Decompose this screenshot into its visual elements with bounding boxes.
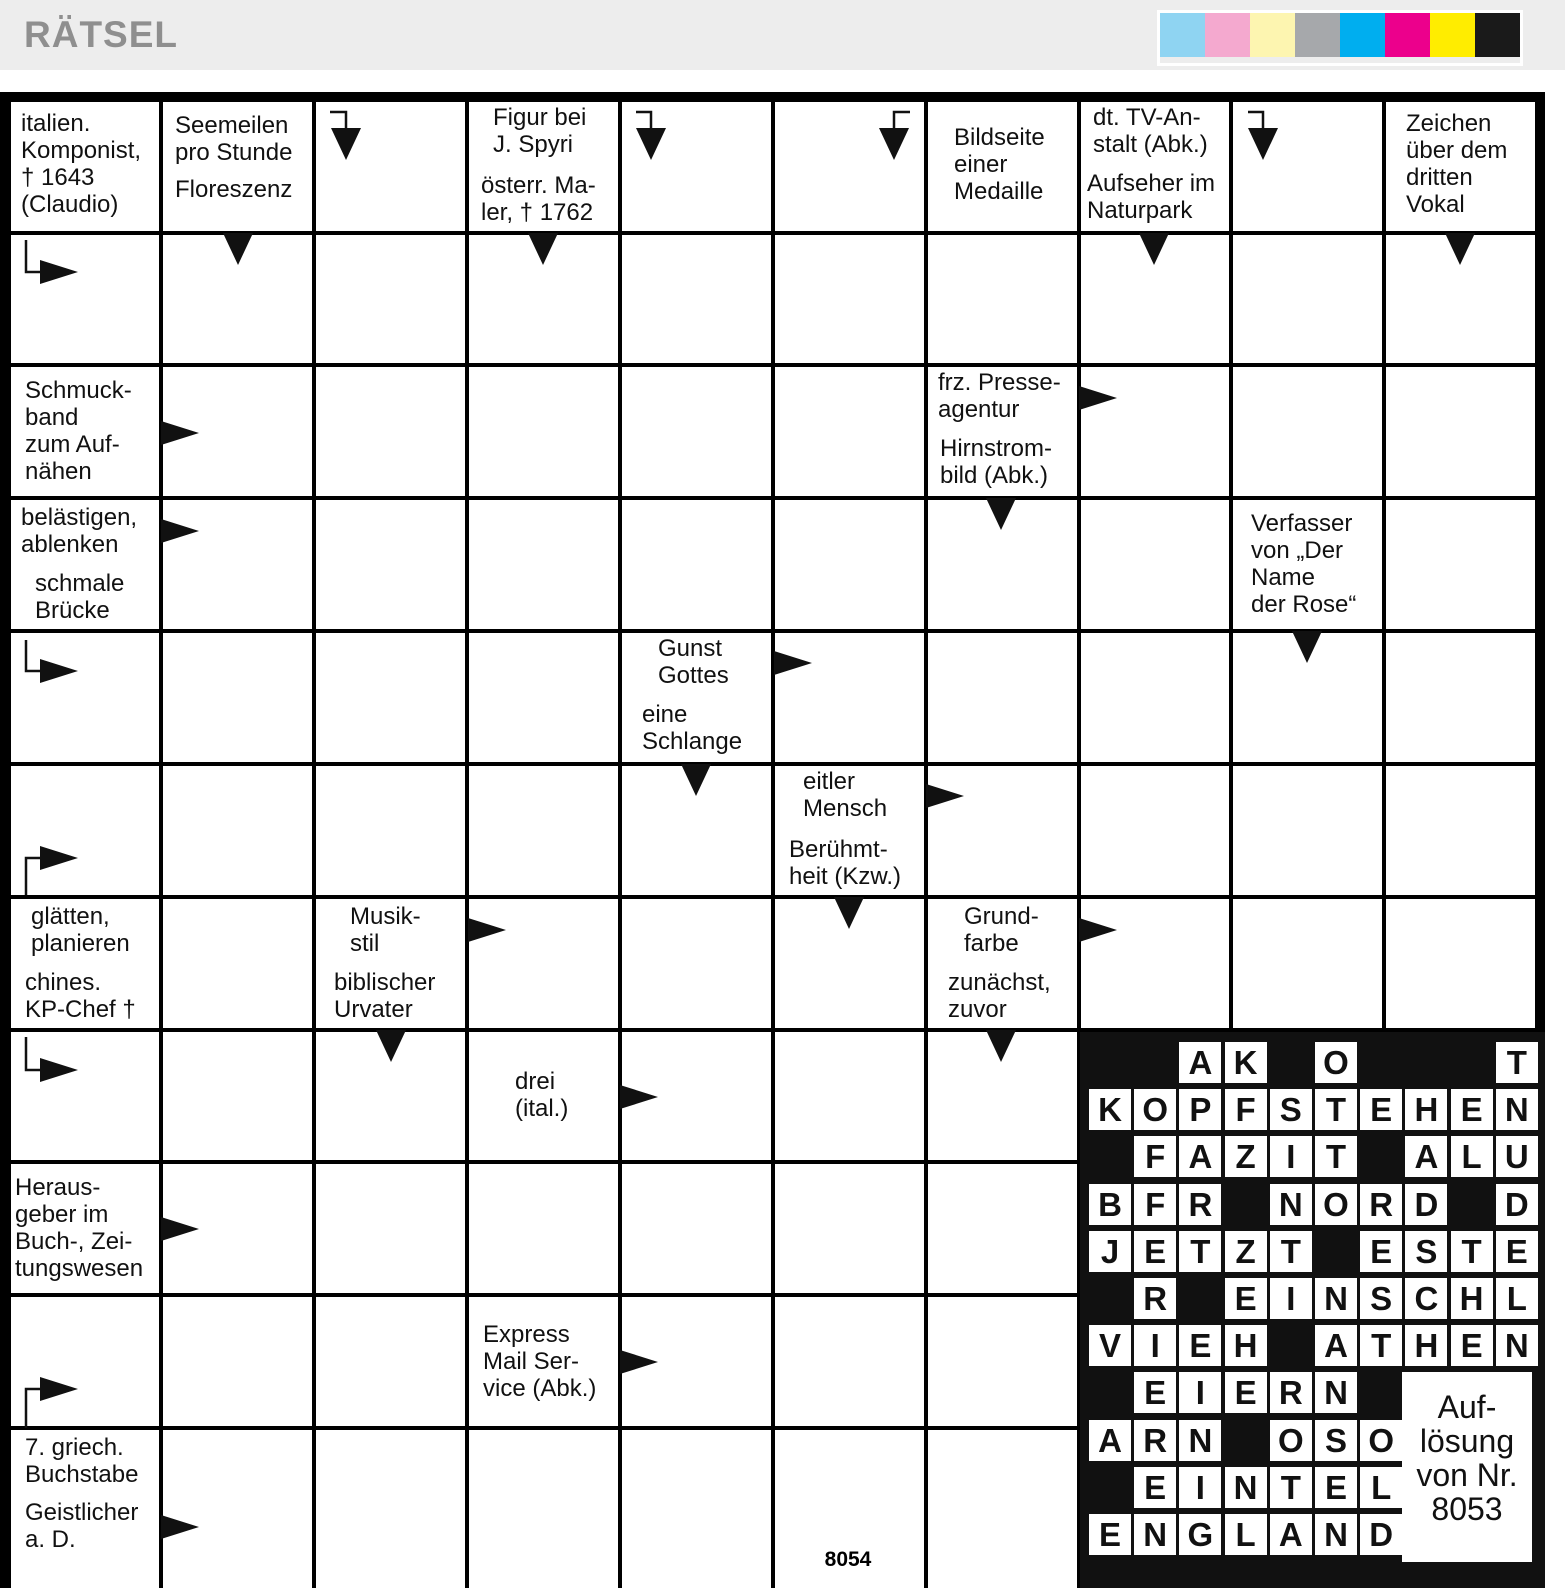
solution-letter: R: [1360, 1184, 1402, 1225]
clue-text: † 1643: [21, 164, 95, 191]
solution-letter: E: [1360, 1231, 1402, 1272]
clue-box: [163, 168, 312, 231]
clue-box: [469, 1032, 618, 1160]
clue-text: eitler: [803, 768, 856, 795]
grid-cell[interactable]: [622, 899, 771, 1028]
solution-label-line: lösung: [1419, 1423, 1515, 1459]
clue-text: drei: [515, 1068, 556, 1095]
solution-letter: I: [1179, 1372, 1221, 1413]
solution-letter: L: [1496, 1278, 1538, 1319]
solution-letter: K: [1089, 1089, 1131, 1130]
grid-cell[interactable]: [11, 235, 159, 363]
clue-box: [928, 899, 1077, 961]
solution-letter: U: [1496, 1136, 1538, 1177]
clue-text: Buchstabe: [25, 1461, 139, 1488]
color-swatch: [1160, 13, 1205, 57]
solution-letter: N: [1496, 1089, 1538, 1130]
solution-letter: I: [1134, 1325, 1176, 1366]
grid-cell[interactable]: [316, 1430, 465, 1588]
clue-box: [11, 899, 159, 961]
grid-cell[interactable]: [316, 1297, 465, 1426]
solution-letter: E: [1134, 1231, 1176, 1272]
grid-cell[interactable]: [1233, 235, 1382, 363]
grid-cell[interactable]: [928, 1297, 1077, 1426]
solution-letter: S: [1405, 1231, 1447, 1272]
solution-letter: H: [1405, 1325, 1447, 1366]
solution-letter: A: [1179, 1136, 1221, 1177]
grid-cell[interactable]: [469, 766, 618, 895]
solution-letter: Z: [1225, 1136, 1267, 1177]
clue-text: zunächst,: [948, 969, 1051, 996]
clue-text: frz. Presse-: [938, 369, 1061, 396]
color-swatch: [1475, 13, 1520, 57]
clue-text: belästigen,: [21, 504, 138, 531]
clue-text: planieren: [31, 930, 130, 957]
clue-text: Mail Ser-: [483, 1348, 580, 1375]
grid-cell[interactable]: [469, 633, 618, 762]
grid-cell[interactable]: [469, 367, 618, 496]
clue-text: pro Stunde: [175, 139, 293, 164]
grid-cell[interactable]: [622, 500, 771, 629]
clue-box: [1386, 102, 1535, 231]
solution-letter: A: [1270, 1514, 1312, 1555]
clue-text: KP-Chef †: [25, 996, 136, 1023]
clue-box: [469, 1297, 618, 1426]
clue-text: zum Auf-: [25, 431, 120, 458]
grid-cell[interactable]: [775, 367, 924, 496]
clue-box: [928, 965, 1077, 1028]
clue-text: italien.: [21, 110, 91, 137]
color-swatch: [1295, 13, 1340, 57]
solution-letter: N: [1270, 1184, 1312, 1225]
clue-box: [11, 1497, 159, 1560]
grid-cell[interactable]: [1233, 633, 1382, 762]
clue-text: geber im: [15, 1201, 109, 1228]
clue-text: Naturpark: [1087, 197, 1193, 224]
clue-text: (ital.): [515, 1095, 569, 1122]
grid-cell[interactable]: [316, 633, 465, 762]
grid-cell[interactable]: [622, 102, 771, 231]
clue-text: stil: [350, 930, 380, 957]
grid-cell[interactable]: [928, 1164, 1077, 1293]
grid-cell[interactable]: [316, 500, 465, 629]
grid-cell[interactable]: [928, 1430, 1077, 1588]
grid-cell[interactable]: [1081, 500, 1229, 629]
clue-box: [11, 1430, 159, 1493]
clue-text: band: [25, 404, 79, 431]
grid-cell[interactable]: [163, 633, 312, 762]
solution-panel: [1080, 1032, 1545, 1588]
grid-cell[interactable]: [469, 235, 618, 363]
solution-letter: E: [1225, 1278, 1267, 1319]
grid-cell[interactable]: [622, 1164, 771, 1293]
clue-text: österr. Ma-: [481, 172, 596, 199]
clue-text: Verfasser: [1251, 510, 1353, 537]
solution-letter: B: [1089, 1184, 1131, 1225]
clue-text: chines.: [25, 969, 102, 996]
solution-letter: N: [1225, 1467, 1267, 1508]
clue-text: Grund-: [964, 903, 1039, 930]
clue-text: Medaille: [954, 178, 1044, 205]
clue-text: zuvor: [948, 996, 1007, 1023]
solution-letter: H: [1405, 1089, 1447, 1130]
clue-text: bild (Abk.): [940, 462, 1049, 489]
header-bar: [0, 0, 1565, 70]
color-swatch: [1430, 13, 1475, 57]
clue-box: [1233, 500, 1382, 629]
grid-cell[interactable]: [928, 1032, 1077, 1160]
grid-cell[interactable]: [775, 1164, 924, 1293]
clue-text: Schlange: [642, 728, 743, 755]
solution-letter: S: [1315, 1420, 1357, 1461]
clue-text: Schmuck-: [25, 377, 132, 404]
solution-letter: V: [1089, 1325, 1131, 1366]
solution-letter: E: [1089, 1514, 1131, 1555]
clue-text: Gunst: [658, 635, 723, 662]
clue-text: Bildseite: [954, 124, 1045, 151]
solution-letter: O: [1315, 1042, 1357, 1083]
grid-cell[interactable]: [775, 633, 924, 762]
clue-text: vice (Abk.): [483, 1375, 597, 1402]
clue-text: Zeichen: [1406, 110, 1492, 137]
solution-letter: E: [1134, 1467, 1176, 1508]
solution-letter: O: [1360, 1420, 1402, 1461]
solution-letter: E: [1360, 1089, 1402, 1130]
grid-cell[interactable]: [11, 1297, 159, 1426]
grid-cell[interactable]: [928, 500, 1077, 629]
grid-cell[interactable]: [775, 899, 924, 1028]
solution-letter: C: [1405, 1278, 1447, 1319]
grid-cell[interactable]: [163, 899, 312, 1028]
clue-box: [928, 102, 1077, 231]
grid-cell[interactable]: [1386, 633, 1535, 762]
clue-text: glätten,: [31, 903, 110, 930]
solution-letter: I: [1270, 1278, 1312, 1319]
clue-box: [775, 766, 924, 828]
solution-letter: D: [1405, 1184, 1447, 1225]
grid-cell[interactable]: [163, 1164, 312, 1293]
clue-box: [11, 566, 159, 629]
solution-letter: E: [1315, 1467, 1357, 1508]
clue-text: heit (Kzw.): [789, 863, 902, 890]
solution-letter: A: [1179, 1042, 1221, 1083]
solution-letter: O: [1315, 1184, 1357, 1225]
clue-box: [316, 899, 465, 961]
solution-letter: I: [1179, 1467, 1221, 1508]
clue-text: J. Spyri: [493, 131, 574, 158]
clue-text: dt. TV-An-: [1093, 104, 1201, 131]
solution-letter: I: [1270, 1136, 1312, 1177]
clue-text: Vokal: [1406, 191, 1465, 218]
clue-box: [11, 102, 159, 231]
solution-letter: T: [1270, 1467, 1312, 1508]
clue-box: [469, 168, 618, 231]
grid-cell[interactable]: [1081, 766, 1229, 895]
grid-cell[interactable]: [622, 367, 771, 496]
clue-box: [11, 1164, 159, 1293]
grid-cell[interactable]: [775, 235, 924, 363]
clue-text: a. D.: [25, 1526, 76, 1553]
clue-text: agentur: [938, 396, 1020, 423]
solution-letter: T: [1360, 1325, 1402, 1366]
color-swatch: [1385, 13, 1430, 57]
solution-letter: H: [1451, 1278, 1493, 1319]
clue-box: [163, 102, 312, 164]
clue-text: ler, † 1762: [481, 199, 594, 226]
color-calibration-bar: [1157, 10, 1523, 66]
solution-letter: K: [1225, 1042, 1267, 1083]
grid-cell[interactable]: [1081, 899, 1229, 1028]
grid-cell[interactable]: [775, 1297, 924, 1426]
solution-letter: N: [1496, 1325, 1538, 1366]
clue-box: [316, 965, 465, 1028]
clue-text: Berühmt-: [789, 836, 888, 863]
solution-letter: E: [1451, 1325, 1493, 1366]
grid-cell[interactable]: [1081, 235, 1229, 363]
clue-text: Brücke: [35, 597, 110, 624]
grid-cell[interactable]: [11, 633, 159, 762]
clue-text: schmale: [35, 570, 125, 597]
grid-cell[interactable]: [163, 235, 312, 363]
clue-text: eine: [642, 701, 688, 728]
grid-cell[interactable]: [469, 1164, 618, 1293]
solution-letter: L: [1360, 1467, 1402, 1508]
clue-text: nähen: [25, 458, 92, 485]
grid-cell[interactable]: [316, 1164, 465, 1293]
crossword-board: [0, 92, 1545, 1588]
clue-text: einer: [954, 151, 1008, 178]
clue-text: stalt (Abk.): [1093, 131, 1208, 158]
solution-letter: O: [1134, 1089, 1176, 1130]
solution-letter: R: [1179, 1184, 1221, 1225]
solution-label-line: Auf-: [1437, 1389, 1497, 1425]
solution-letter: N: [1315, 1278, 1357, 1319]
grid-cell[interactable]: [1233, 899, 1382, 1028]
clue-box: [622, 633, 771, 695]
color-swatch: [1205, 13, 1250, 57]
grid-cell[interactable]: [11, 766, 159, 895]
clue-text: Gottes: [658, 662, 729, 689]
clue-text: Name: [1251, 564, 1316, 591]
solution-letter: T: [1315, 1136, 1357, 1177]
clue-box: [11, 367, 159, 496]
grid-cell[interactable]: [1386, 899, 1535, 1028]
solution-letter: O: [1270, 1420, 1312, 1461]
grid-cell[interactable]: [316, 102, 465, 231]
clue-box: [928, 367, 1077, 429]
solution-letter: D: [1496, 1184, 1538, 1225]
solution-letter: E: [1496, 1231, 1538, 1272]
clue-text: Geistlicher: [25, 1499, 139, 1526]
grid-cell[interactable]: [469, 1430, 618, 1588]
clue-text: Express: [483, 1321, 570, 1348]
clue-text: dritten: [1406, 164, 1473, 191]
clue-text: Urvater: [334, 996, 413, 1023]
grid-cell[interactable]: [1386, 766, 1535, 895]
solution-letter: R: [1270, 1372, 1312, 1413]
clue-box: [469, 102, 618, 164]
clue-text: farbe: [964, 930, 1019, 957]
grid-cell[interactable]: [316, 235, 465, 363]
grid-cell[interactable]: [928, 235, 1077, 363]
solution-letter: E: [1179, 1325, 1221, 1366]
solution-label-line: 8053: [1431, 1491, 1503, 1527]
clue-text: Figur bei: [493, 104, 587, 131]
clue-text: Seemeilen: [175, 112, 289, 139]
solution-letter: J: [1089, 1231, 1131, 1272]
solution-letter: N: [1179, 1420, 1221, 1461]
grid-cell[interactable]: [622, 235, 771, 363]
solution-letter: L: [1225, 1514, 1267, 1555]
clue-text: Hirnstrom-: [940, 435, 1052, 462]
grid-cell[interactable]: [11, 1032, 159, 1160]
clue-text: Musik-: [350, 903, 421, 930]
clue-text: tungswesen: [15, 1255, 144, 1282]
clue-text: Mensch: [803, 795, 888, 822]
grid-cell[interactable]: [928, 766, 1077, 895]
color-swatch: [1250, 13, 1295, 57]
grid-cell[interactable]: [775, 102, 924, 231]
solution-letter: A: [1089, 1420, 1131, 1461]
solution-letter: A: [1405, 1136, 1447, 1177]
clue-box: [1081, 102, 1229, 164]
solution-letter: G: [1179, 1514, 1221, 1555]
clue-text: Heraus-: [15, 1174, 101, 1201]
solution-letter: S: [1270, 1089, 1312, 1130]
clue-text: Buch-, Zei-: [15, 1228, 133, 1255]
grid-cell[interactable]: [316, 766, 465, 895]
grid-cell[interactable]: [163, 1297, 312, 1426]
color-swatch: [1340, 13, 1385, 57]
solution-letter: P: [1179, 1089, 1221, 1130]
grid-cell[interactable]: [1233, 367, 1382, 496]
solution-letter: D: [1360, 1514, 1402, 1555]
grid-cell[interactable]: [163, 1032, 312, 1160]
solution-letter: T: [1270, 1231, 1312, 1272]
solution-letter: H: [1225, 1325, 1267, 1366]
grid-cell[interactable]: [163, 367, 312, 496]
solution-label-line: von Nr.: [1416, 1457, 1518, 1493]
grid-cell[interactable]: [469, 500, 618, 629]
clue-text: von „Der: [1251, 537, 1344, 564]
clue-text: der Rose“: [1251, 591, 1357, 618]
clue-text: über dem: [1406, 137, 1508, 164]
grid-cell[interactable]: [1386, 367, 1535, 496]
grid-cell[interactable]: [469, 899, 618, 1028]
clue-box: [11, 965, 159, 1028]
solution-letter: Z: [1225, 1231, 1267, 1272]
grid-cell[interactable]: [622, 1430, 771, 1588]
solution-letter: T: [1179, 1231, 1221, 1272]
solution-letter: N: [1134, 1514, 1176, 1555]
grid-cell[interactable]: [163, 766, 312, 895]
clue-text: ablenken: [21, 531, 119, 558]
clue-box: [928, 433, 1077, 496]
solution-letter: F: [1225, 1089, 1267, 1130]
grid-cell[interactable]: [1386, 500, 1535, 629]
clue-box: [11, 500, 159, 562]
clue-text: Aufseher im: [1087, 170, 1216, 197]
clue-text: 7. griech.: [25, 1434, 124, 1461]
grid-cell[interactable]: [1386, 235, 1535, 363]
page-title: RÄTSEL: [24, 14, 178, 55]
solution-letter: L: [1451, 1136, 1493, 1177]
solution-letter: T: [1496, 1042, 1538, 1083]
grid-cell[interactable]: [622, 1297, 771, 1426]
grid-cell[interactable]: [163, 1430, 312, 1588]
clue-box: [622, 699, 771, 762]
solution-letter: E: [1134, 1372, 1176, 1413]
grid-cell[interactable]: [775, 500, 924, 629]
clue-text: Floreszenz: [175, 176, 293, 203]
grid-cell[interactable]: [1233, 766, 1382, 895]
grid-cell[interactable]: [1233, 102, 1382, 231]
grid-cell[interactable]: [775, 1032, 924, 1160]
solution-letter: N: [1315, 1372, 1357, 1413]
solution-letter: S: [1360, 1278, 1402, 1319]
clue-box: [1081, 168, 1229, 231]
clue-text: biblischer: [334, 969, 436, 996]
puzzle-number: 8054: [810, 1548, 886, 1588]
grid-cell[interactable]: [1081, 633, 1229, 762]
solution-letter: F: [1134, 1136, 1176, 1177]
grid-cell[interactable]: [316, 1032, 465, 1160]
solution-letter: E: [1451, 1089, 1493, 1130]
clue-text: (Claudio): [21, 191, 119, 218]
grid-cell[interactable]: [928, 633, 1077, 762]
solution-letter: N: [1315, 1514, 1357, 1555]
solution-letter: T: [1451, 1231, 1493, 1272]
grid-cell[interactable]: [163, 500, 312, 629]
solution-letter: R: [1134, 1278, 1176, 1319]
grid-cell[interactable]: [622, 766, 771, 895]
solution-letter: A: [1315, 1325, 1357, 1366]
clue-text: Komponist,: [21, 137, 142, 164]
grid-cell[interactable]: [622, 1032, 771, 1160]
grid-cell[interactable]: [1081, 367, 1229, 496]
solution-letter: R: [1134, 1420, 1176, 1461]
solution-letter: E: [1225, 1372, 1267, 1413]
solution-letter: F: [1134, 1184, 1176, 1225]
grid-cell[interactable]: [316, 367, 465, 496]
solution-label: [1402, 1372, 1532, 1562]
clue-box: [775, 832, 924, 895]
solution-letter: T: [1315, 1089, 1357, 1130]
